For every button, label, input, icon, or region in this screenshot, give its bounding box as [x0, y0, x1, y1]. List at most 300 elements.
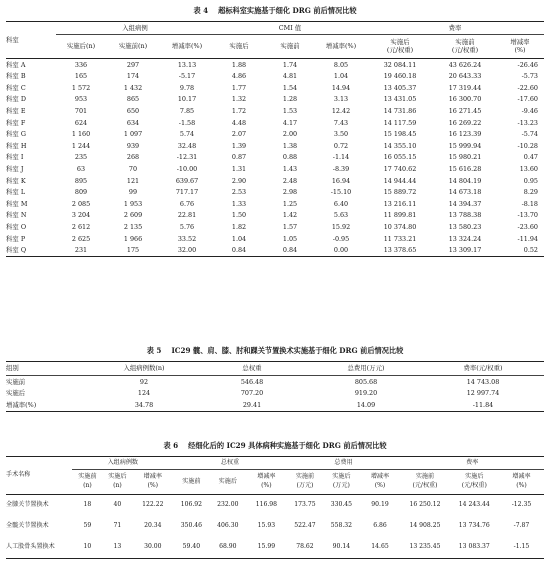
table-row	[6, 210, 544, 222]
column-header: 入组病例数(n)	[123, 364, 165, 373]
table-cell: 17 319.44	[448, 83, 482, 92]
table-cell: 19 460.18	[383, 72, 417, 81]
table6-title: 经细化后的 IC29 具体病种实施基于细化 DRG 前后情况比较	[188, 441, 387, 450]
table-cell: 2.98	[282, 188, 298, 197]
table-cell: 14 673.18	[448, 188, 482, 197]
table-row	[6, 152, 544, 164]
table-row	[6, 105, 544, 117]
table-cell: 9.78	[179, 83, 195, 92]
table-cell: 22.81	[177, 211, 197, 220]
col-header-c3-unit: (%)	[147, 482, 159, 490]
table-cell: -7.87	[513, 522, 530, 530]
table-row	[6, 245, 544, 257]
col-header-f2-unit: (万元)	[332, 482, 350, 490]
table-cell: 1.04	[231, 234, 247, 243]
col-header-c3: 增减率	[143, 473, 162, 481]
table-cell: 173.75	[294, 501, 316, 509]
table-cell: 2 609	[123, 211, 143, 220]
table-cell: 124	[137, 389, 151, 398]
table-cell: 2.48	[282, 176, 298, 185]
table-row	[6, 140, 544, 152]
table-cell: 1 432	[123, 83, 143, 92]
col-header-cost-before-unit: (元/权重)	[451, 46, 479, 55]
table-cell: 13 788.38	[448, 211, 482, 220]
col-header-case-rate: 增减率(%)	[160, 35, 214, 59]
table-cell: 43 626.24	[448, 60, 482, 69]
table-cell: 15.99	[257, 543, 276, 551]
table-cell: 4.48	[231, 118, 247, 127]
table-cell: 939	[126, 141, 140, 150]
table-cell: 40	[113, 501, 122, 509]
table-cell: -11.94	[517, 234, 538, 243]
row-label: 全膝关节置换术	[6, 501, 49, 509]
col-header-c2: 实施后	[108, 473, 127, 481]
table-cell: 0.84	[282, 246, 298, 255]
col-header-r3: 增减率	[512, 473, 531, 481]
col-header-cost-after: 实施后	[390, 37, 410, 46]
row-label: 科室 G	[6, 130, 26, 139]
table-cell: 624	[74, 118, 88, 127]
col-header-r1-unit: (元/权重)	[412, 482, 438, 490]
table-cell: 14 944.44	[383, 176, 417, 185]
table-cell: 10 374.80	[383, 222, 417, 231]
table-cell: 14.09	[356, 400, 376, 409]
table-cell: 2.00	[282, 130, 298, 139]
table-cell: 17 740.62	[383, 164, 417, 173]
table-cell: 0.84	[231, 246, 247, 255]
table-cell: 13 083.37	[458, 543, 490, 551]
table-cell: 7.43	[333, 118, 349, 127]
table-cell: 1.54	[282, 83, 298, 92]
table-cell: 1.82	[231, 222, 247, 231]
table-cell: 32.00	[177, 246, 197, 255]
table-cell: -13.70	[517, 211, 538, 220]
table5-title: IC29 髋、肩、膝、肘和踝关节置换术实施基于细化 DRG 前后情况比较	[171, 346, 404, 355]
table-cell: 70	[128, 164, 138, 173]
row-label: 科室 J	[6, 164, 24, 173]
table-cell: 116.98	[255, 501, 278, 509]
table-cell: 16 055.15	[383, 153, 417, 162]
table6-caption	[0, 441, 550, 451]
row-label: 科室 K	[6, 176, 26, 185]
table-cell: 232.00	[217, 501, 239, 509]
row-label: 科室 C	[6, 83, 26, 92]
row-label: 人工股骨头置换术	[6, 543, 55, 551]
table6	[6, 456, 544, 559]
table-cell: 13 309.17	[448, 246, 482, 255]
table-cell: -8.18	[521, 199, 538, 208]
table-cell: 68.90	[219, 543, 237, 551]
table-cell: 11 733.21	[383, 234, 417, 243]
table-cell: 59.40	[182, 543, 201, 551]
table-cell: -10.28	[517, 141, 538, 150]
col-header-w3: 增减率	[257, 473, 276, 481]
table6-number: 表 6	[163, 441, 179, 450]
table-cell: 1.57	[282, 222, 298, 231]
table-cell: 32.48	[177, 141, 197, 150]
table-cell: 1.28	[282, 95, 298, 104]
table-cell: 1.53	[282, 106, 298, 115]
table-cell: 5.74	[179, 130, 195, 139]
table-cell: 32 084.11	[383, 60, 417, 69]
table-cell: 16 269.22	[448, 118, 482, 127]
table-cell: 1.38	[282, 141, 298, 150]
table-cell: 14.65	[371, 543, 389, 551]
table-cell: -12.31	[176, 153, 198, 162]
table-cell: 13 324.24	[448, 234, 482, 243]
table-cell: -1.58	[178, 118, 196, 127]
table-cell: 330.45	[330, 501, 353, 509]
table5-caption	[0, 346, 550, 356]
table-row	[6, 495, 544, 517]
row-label: 全髋关节置换术	[6, 522, 49, 530]
table-cell: 1.77	[231, 83, 247, 92]
table-cell: 13 235.45	[409, 543, 441, 551]
table4	[6, 21, 544, 257]
table-cell: 121	[126, 176, 140, 185]
table-cell: -1.15	[513, 543, 530, 551]
table-cell: 805.68	[354, 377, 378, 386]
table-cell: 2.53	[231, 188, 247, 197]
col-header-w3-unit: (%)	[261, 482, 272, 490]
table-cell: 12.42	[331, 106, 351, 115]
table-cell: 1.42	[282, 211, 298, 220]
table-cell: 15 198.45	[383, 130, 417, 139]
table-row	[6, 82, 544, 94]
table-cell: -11.84	[472, 400, 494, 409]
table-cell: 71	[113, 522, 122, 530]
table-cell: 0.47	[523, 153, 538, 162]
col-header-cost-rate-unit: (%)	[514, 46, 526, 55]
table-cell: 1.25	[282, 199, 298, 208]
table-cell: 16 250.12	[409, 501, 441, 509]
group-header-weight: 总权重	[173, 457, 287, 470]
table-cell: 1 160	[71, 130, 91, 139]
table-cell: 92	[139, 377, 149, 386]
table-cell: 1 966	[123, 234, 143, 243]
table-cell: 13 734.76	[458, 522, 490, 530]
table-cell: 8.05	[333, 60, 349, 69]
table-cell: 16 123.39	[448, 130, 482, 139]
table-row	[6, 388, 544, 400]
table-cell: 1 097	[123, 130, 143, 139]
table-cell: 14 243.44	[458, 501, 490, 509]
table4-title: 超标科室实施基于细化 DRG 前后情况比较	[218, 6, 357, 15]
row-label: 实施前	[6, 377, 26, 386]
table-cell: 6.86	[373, 522, 387, 530]
table-cell: 2.90	[231, 176, 247, 185]
table-cell: 634	[126, 118, 140, 127]
table-cell: 522.47	[294, 522, 316, 530]
table-cell: 1 572	[71, 83, 91, 92]
table-cell: 13 580.23	[448, 222, 482, 231]
table-cell: 33.52	[177, 234, 197, 243]
table-cell: 14 908.25	[409, 522, 441, 530]
group-header-cmi: CMI 值	[214, 22, 366, 35]
table-row	[6, 94, 544, 106]
table-cell: 5.76	[179, 222, 195, 231]
table-cell: 0.72	[333, 141, 349, 150]
table-cell: 174	[126, 72, 140, 81]
table-row	[6, 516, 544, 537]
table-cell: 2 612	[71, 222, 91, 231]
table-cell: 10	[83, 543, 92, 551]
table-cell: 3 204	[71, 211, 91, 220]
col-header-w2: 实施后	[210, 470, 246, 495]
table-cell: 717.17	[175, 188, 199, 197]
row-label: 科室 B	[6, 72, 26, 81]
group-header-cost: 费率	[366, 22, 544, 35]
table-cell: 13.13	[177, 60, 197, 69]
col-header-cost-before: 实施前	[455, 37, 475, 46]
group-header-cost: 总费用	[287, 457, 401, 470]
table-cell: 78.62	[296, 543, 314, 551]
row-label: 科室 L	[6, 188, 26, 197]
table-cell: 13 216.11	[383, 199, 417, 208]
row-label: 科室 O	[6, 222, 27, 231]
table-cell: 14 355.10	[383, 141, 417, 150]
table-cell: 2 625	[71, 234, 91, 243]
table-cell: 1 244	[71, 141, 91, 150]
table-cell: 8.29	[523, 188, 538, 197]
table-cell: 34.78	[134, 400, 154, 409]
table-cell: -5.17	[178, 72, 196, 81]
table-cell: 11 899.81	[383, 211, 417, 220]
table-row	[6, 376, 544, 388]
column-header: 总权重	[242, 364, 262, 373]
table-cell: 5.63	[333, 211, 349, 220]
table-cell: 63	[76, 164, 86, 173]
table-cell: 1.39	[231, 141, 247, 150]
table-cell: 2 085	[71, 199, 91, 208]
col-header-case-after: 实施后(n)	[56, 35, 106, 59]
table-cell: 1 953	[123, 199, 143, 208]
table-cell: 1.31	[231, 164, 247, 173]
table-cell: 15 999.94	[448, 141, 482, 150]
table-cell: 0.00	[333, 246, 349, 255]
table-cell: 3.13	[333, 95, 349, 104]
table-cell: 3.50	[333, 130, 349, 139]
table-cell: 90.19	[371, 501, 389, 509]
table-cell: 809	[74, 188, 88, 197]
col-header-surgery: 手术名称	[6, 457, 72, 495]
table-cell: 7.85	[179, 106, 195, 115]
table-cell: 106.92	[180, 501, 203, 509]
table-cell: 59	[83, 522, 92, 530]
table-cell: 13.60	[519, 164, 538, 173]
table-cell: 1.32	[231, 95, 247, 104]
col-header-r1: 实施前	[415, 473, 435, 481]
table-cell: 953	[74, 95, 88, 104]
row-label: 增减率(%)	[6, 400, 37, 409]
table-cell: 13	[113, 543, 122, 551]
table-cell: 18	[83, 501, 92, 509]
table-cell: -0.95	[332, 234, 350, 243]
table-row	[6, 198, 544, 210]
col-header-case-before: 实施前(n)	[106, 35, 160, 59]
table-cell: -12.35	[511, 501, 532, 509]
table-cell: 268	[126, 153, 140, 162]
table-cell: 865	[126, 95, 140, 104]
table-cell: -22.60	[517, 83, 538, 92]
col-header-w1: 实施前	[173, 470, 209, 495]
table-cell: 20.34	[144, 522, 162, 530]
table-cell: -17.60	[517, 95, 538, 104]
table-cell: -23.60	[517, 222, 538, 231]
table-cell: 10.17	[177, 95, 197, 104]
row-label: 科室 N	[6, 211, 27, 220]
col-header-cost-rate: 增减率	[510, 37, 530, 46]
col-header-f2: 实施后	[332, 473, 351, 481]
table-cell: 0.52	[523, 246, 538, 255]
table-cell: 16 300.70	[448, 95, 482, 104]
table-cell: -9.46	[521, 106, 538, 115]
table-row	[6, 175, 544, 187]
table-cell: 15.93	[257, 522, 276, 530]
table-cell: 558.32	[330, 522, 353, 530]
row-label: 科室 H	[6, 141, 27, 150]
column-header: 费率(元/权重)	[463, 364, 503, 373]
table-cell: 0.87	[231, 153, 247, 162]
col-header-r2: 实施后	[465, 473, 484, 481]
table-cell: 701	[74, 106, 88, 115]
table-cell: 15.92	[331, 222, 351, 231]
table5	[6, 361, 544, 412]
table-row	[6, 221, 544, 233]
table-cell: 1.05	[282, 234, 298, 243]
table-cell: 14 743.08	[466, 377, 500, 386]
table-row	[6, 59, 544, 71]
table-cell: -8.39	[332, 164, 350, 173]
table-row	[6, 233, 544, 245]
table-cell: 4.17	[282, 118, 298, 127]
table-row	[6, 163, 544, 175]
table-cell: 895	[74, 176, 88, 185]
table-cell: -10.00	[176, 164, 198, 173]
table-row	[6, 399, 544, 411]
table-cell: 13 378.65	[383, 246, 417, 255]
table4-number: 表 4	[193, 6, 209, 15]
col-header-c1: 实施前	[78, 473, 97, 481]
table5-number: 表 5	[146, 346, 162, 355]
table-cell: 0.95	[523, 176, 538, 185]
table-cell: 122.22	[142, 501, 164, 509]
group-header-rate: 费率	[400, 457, 544, 470]
row-label: 科室 P	[6, 234, 26, 243]
col-header-r2-unit: (元/权重)	[461, 482, 487, 490]
table-cell: 231	[74, 246, 88, 255]
table-row	[6, 129, 544, 141]
table-cell: 15 980.21	[448, 153, 482, 162]
table-cell: 546.48	[240, 377, 264, 386]
col-header-dept: 科室	[6, 22, 56, 59]
table-cell: 99	[128, 188, 138, 197]
col-header-cost-after-unit: (元/权重)	[386, 46, 414, 55]
col-header-c2-unit: (n)	[113, 482, 122, 490]
table-cell: 1.04	[333, 72, 349, 81]
table-cell: 14.94	[331, 83, 351, 92]
table-cell: 2.07	[231, 130, 247, 139]
table-cell: 639.67	[175, 176, 199, 185]
table-cell: 15 889.72	[383, 188, 417, 197]
table-cell: 165	[74, 72, 88, 81]
group-header-cases: 入组病例数	[72, 457, 173, 470]
table-cell: 14 804.19	[448, 176, 482, 185]
table-cell: 14 731.86	[383, 106, 417, 115]
table-cell: 707.20	[240, 389, 264, 398]
row-label: 科室 F	[6, 118, 26, 127]
row-label: 实施后	[6, 389, 26, 398]
table-cell: 406.30	[217, 522, 239, 530]
table-cell: 297	[126, 60, 140, 69]
col-header-cmi-after: 实施后	[214, 35, 264, 59]
table-row	[6, 117, 544, 129]
col-header-c1-unit: (n)	[83, 482, 92, 490]
table-cell: 0.88	[282, 153, 298, 162]
group-header-cases: 入组病例	[56, 22, 214, 35]
col-header-f3-unit: (%)	[374, 482, 386, 490]
table-cell: -1.14	[332, 153, 350, 162]
table-cell: 336	[74, 60, 88, 69]
table-row	[6, 537, 544, 559]
table-cell: 6.76	[179, 199, 195, 208]
row-label: 科室 I	[6, 153, 24, 162]
table-cell: 30.00	[144, 543, 162, 551]
table-cell: 1.43	[282, 164, 298, 173]
table-cell: 1.33	[231, 199, 247, 208]
table-cell: 14 117.59	[383, 118, 417, 127]
table-cell: 20 643.33	[448, 72, 482, 81]
table-cell: 13 405.37	[383, 83, 417, 92]
table-cell: 919.20	[354, 389, 378, 398]
table-cell: -5.73	[521, 72, 538, 81]
row-label: 科室 M	[6, 199, 28, 208]
table-cell: 235	[74, 153, 88, 162]
table-cell: 350.46	[180, 522, 203, 530]
row-label: 科室 Q	[6, 246, 27, 255]
table-cell: 14 394.37	[448, 199, 482, 208]
table-cell: 175	[126, 246, 140, 255]
table-cell: 13 431.05	[383, 95, 417, 104]
col-header-f1: 实施前	[295, 473, 315, 481]
col-header-f3: 增减率	[370, 473, 390, 481]
table-cell: 6.40	[333, 199, 349, 208]
table-cell: -26.46	[517, 60, 538, 69]
table-cell: 1.74	[282, 60, 298, 69]
table-cell: 90.14	[332, 543, 351, 551]
column-header: 组别	[6, 364, 19, 373]
table4-caption	[0, 6, 550, 16]
table-cell: -13.23	[517, 118, 538, 127]
row-label: 科室 D	[6, 95, 26, 104]
table-cell: -5.74	[521, 130, 538, 139]
table-cell: 2 135	[123, 222, 143, 231]
col-header-f1-unit: (万元)	[296, 482, 314, 490]
table-row	[6, 71, 544, 83]
table-cell: 16.94	[331, 176, 351, 185]
table-cell: 650	[126, 106, 140, 115]
table-cell: 15 616.28	[448, 164, 482, 173]
table-cell: 29.41	[242, 400, 262, 409]
table-cell: -15.10	[330, 188, 352, 197]
table-cell: 1.88	[231, 60, 247, 69]
col-header-r3-unit: (%)	[516, 482, 527, 490]
table-cell: 4.86	[231, 72, 247, 81]
table-cell: 1.72	[231, 106, 247, 115]
col-header-cmi-rate: 增减率(%)	[316, 35, 366, 59]
table-cell: 1.50	[231, 211, 247, 220]
table-cell: 12 997.74	[466, 389, 500, 398]
